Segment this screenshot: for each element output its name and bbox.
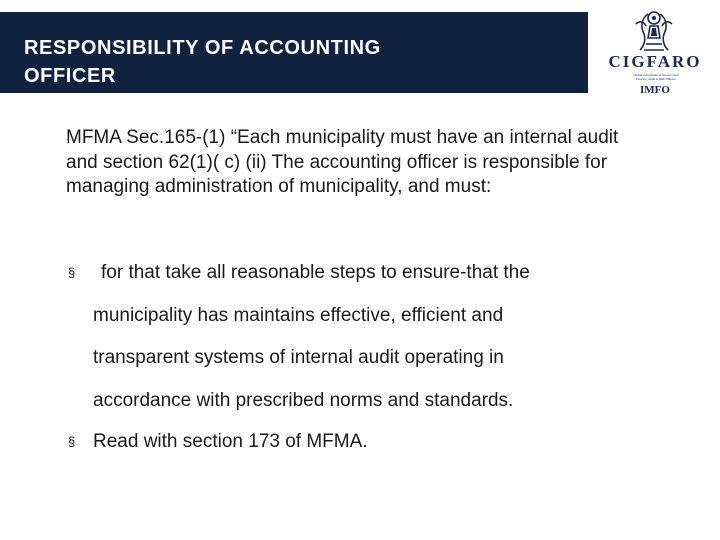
title-line-2: OFFICER	[24, 65, 116, 87]
bullet1-line-3: transparent systems of internal audit operating in	[93, 347, 504, 368]
lion-crest-icon	[600, 4, 710, 54]
bullet1-line-2: municipality has maintains effective, efficient and	[93, 305, 504, 326]
slide-title	[24, 34, 564, 90]
logo-subtitle: Chartered Institute of Government Finance, Audit & Risk Officers	[633, 73, 679, 81]
bullet2-text: Read with section 173 of MFMA.	[93, 431, 368, 452]
cigfaro-logo	[600, 4, 710, 96]
bullet1-line-1: for that take all reasonable steps to ensure-that the	[101, 262, 530, 283]
logo-brand-name: CIGFARO	[608, 52, 702, 71]
intro-paragraph: MFMA Sec.165-(1) “Each municipality must have an internal audit and section 62(1)( c) (ii) The accounting officer is responsible for managing administration of municipality, and must:	[66, 127, 619, 197]
title-bar	[0, 12, 588, 93]
bullet-marker-1: §	[68, 265, 76, 280]
title-line-1: RESPONSIBILITY OF ACCOUNTING	[24, 37, 381, 59]
bullet-marker-2: §	[68, 434, 76, 449]
logo-imfo: IMFO	[640, 84, 670, 96]
bullet1-line-4: accordance with prescribed norms and standards.	[93, 390, 514, 411]
